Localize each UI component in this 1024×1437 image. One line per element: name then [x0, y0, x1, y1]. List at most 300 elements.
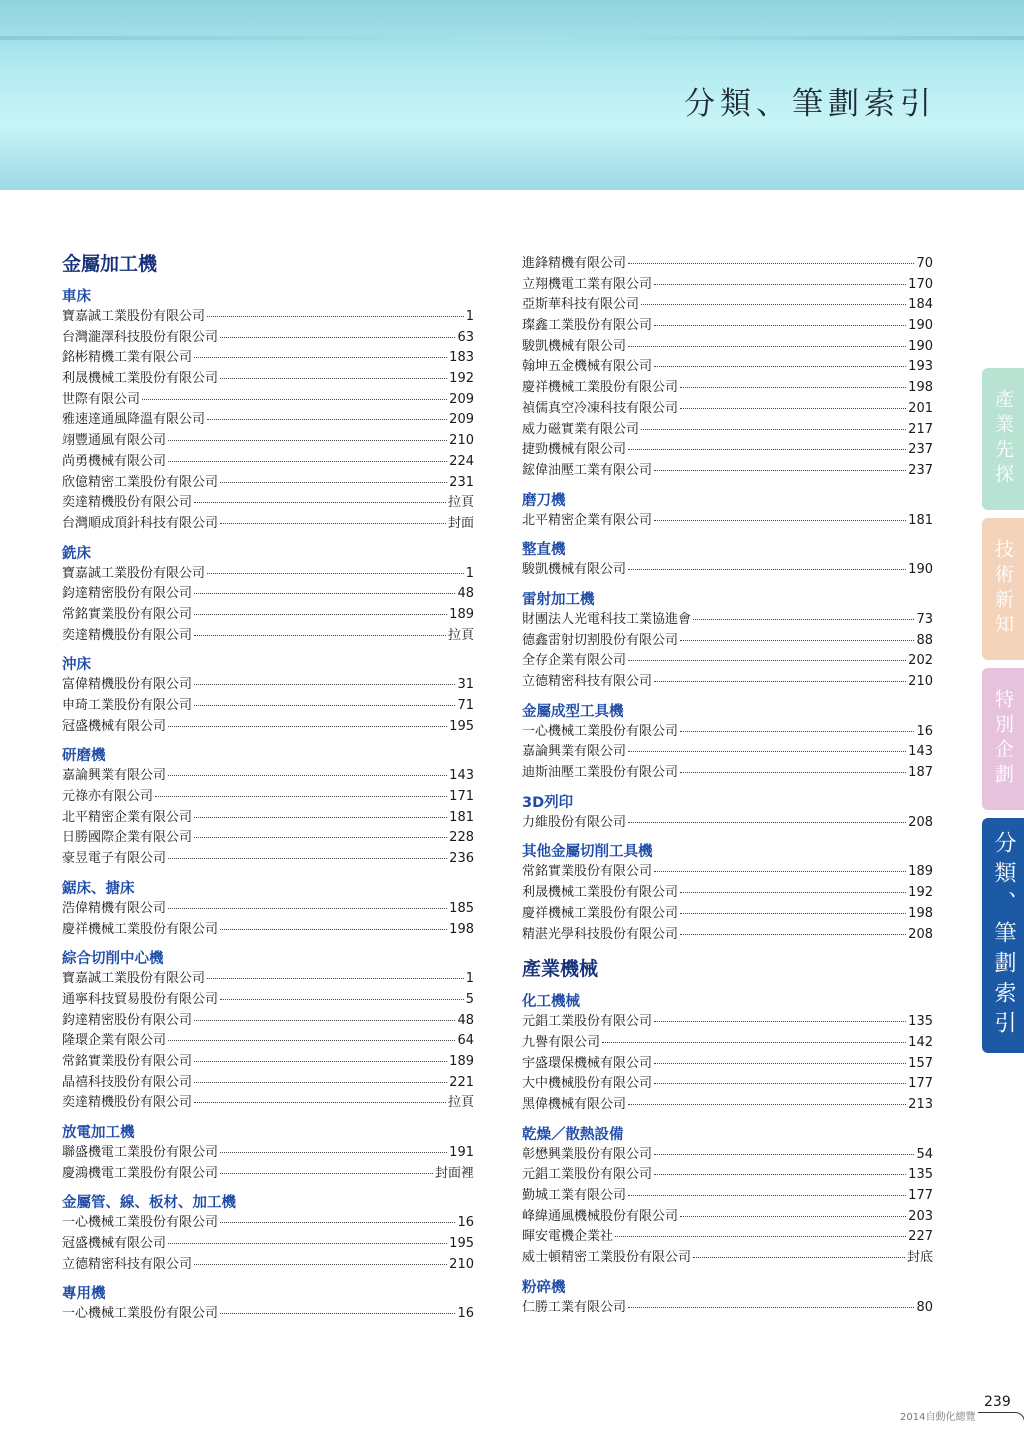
index-section: [62, 1124, 474, 1184]
page-ref: 64: [457, 1033, 474, 1049]
section-title: 3D列印: [522, 794, 574, 811]
index-section: [62, 1285, 474, 1325]
index-entry[interactable]: [62, 514, 474, 535]
index-entry[interactable]: [62, 849, 474, 870]
page-ref: 181: [908, 512, 933, 528]
page-ref: 170: [908, 276, 933, 292]
dot-leader: [168, 461, 447, 462]
index-entry[interactable]: [62, 1164, 474, 1185]
dot-leader: [654, 1154, 914, 1155]
dot-leader: [680, 1216, 906, 1217]
company-name: 亞斯華科技有限公司: [522, 297, 640, 313]
page-ref: 192: [908, 885, 933, 901]
index-entry[interactable]: [62, 696, 474, 717]
dot-leader: [194, 1061, 447, 1062]
page-ref: 63: [457, 329, 474, 345]
company-name: 世際有限公司: [62, 391, 141, 407]
continued-section: [522, 254, 933, 482]
index-entry[interactable]: [522, 440, 933, 461]
company-name: 冠盛機械有限公司: [62, 718, 167, 734]
page-ref: 201: [908, 400, 933, 416]
dot-leader: [628, 263, 914, 264]
company-name: 豪昱電子有限公司: [62, 851, 167, 867]
page-ref: 封底: [906, 1250, 933, 1266]
company-name: 寶嘉誠工業股份有限公司: [62, 309, 206, 324]
index-entry[interactable]: [522, 925, 933, 946]
index-entry[interactable]: [522, 420, 933, 441]
company-name: 鈞達精密股份有限公司: [62, 1012, 193, 1028]
company-name: 嘉論興業有限公司: [62, 768, 167, 784]
page-ref: 拉頁: [447, 495, 474, 511]
index-entry[interactable]: [62, 675, 474, 696]
index-entry[interactable]: [522, 399, 933, 420]
dot-leader: [628, 346, 906, 347]
index-entry[interactable]: [522, 1298, 933, 1319]
index-entry[interactable]: [62, 1234, 474, 1255]
page-ref: 213: [908, 1096, 933, 1112]
dot-leader: [680, 640, 914, 641]
dot-leader: [207, 316, 464, 317]
index-entry[interactable]: [62, 584, 474, 605]
page-ref: 71: [457, 698, 474, 713]
dot-leader: [654, 470, 906, 471]
index-entry[interactable]: [522, 1145, 933, 1166]
index-entry[interactable]: [62, 1052, 474, 1073]
company-name: 利晟機械工業股份有限公司: [522, 885, 679, 901]
tab-industry-preview[interactable]: 產業先探: [982, 368, 1024, 510]
dot-leader: [194, 1020, 455, 1021]
index-section: [62, 747, 474, 869]
company-name: 北平精密企業有限公司: [62, 809, 193, 825]
index-entry[interactable]: [62, 493, 474, 514]
page-ref: 183: [449, 350, 474, 366]
index-entry[interactable]: [62, 808, 474, 829]
index-entry[interactable]: [62, 564, 474, 585]
index-entry[interactable]: [522, 357, 933, 378]
header-banner: [0, 0, 1024, 190]
index-entry[interactable]: [522, 904, 933, 925]
company-name: 元祿亦有限公司: [62, 789, 154, 805]
company-name: 欣億精密工業股份有限公司: [62, 474, 219, 490]
index-entry[interactable]: [62, 1255, 474, 1276]
company-name: 峰緯通風機械股份有限公司: [522, 1208, 679, 1224]
index-entry[interactable]: [62, 473, 474, 494]
page-ref: 195: [449, 1236, 474, 1252]
company-name: 北平精密企業有限公司: [522, 512, 653, 528]
index-entry[interactable]: [62, 1304, 474, 1325]
index-entry[interactable]: [62, 899, 474, 920]
dot-leader: [693, 1257, 905, 1258]
index-entry[interactable]: [522, 1248, 933, 1269]
section-title: 粉碎機: [522, 1279, 566, 1296]
page-ref: 198: [908, 380, 933, 396]
section-title: 磨刀機: [522, 492, 566, 509]
index-entry[interactable]: [62, 1143, 474, 1164]
page-ref: 80: [916, 1299, 933, 1315]
page-ref: 5: [465, 991, 474, 1007]
company-name: 精湛光學科技股份有限公司: [522, 926, 679, 942]
page-ref: 185: [449, 900, 474, 916]
index-entry[interactable]: [522, 378, 933, 399]
index-entry[interactable]: [522, 610, 933, 631]
dot-leader: [168, 775, 447, 776]
page-ref: 157: [908, 1055, 933, 1071]
index-section: [522, 794, 933, 834]
dot-leader: [654, 681, 906, 682]
company-name: 銘彬精機工業有限公司: [62, 350, 193, 366]
page-ref: 198: [449, 921, 474, 937]
index-section: [62, 880, 474, 940]
page-ref: 190: [908, 338, 933, 354]
index-entry[interactable]: [522, 316, 933, 337]
section-title: 其他金屬切削工具機: [522, 844, 653, 861]
left-column: [62, 252, 474, 1335]
index-entry[interactable]: [62, 390, 474, 411]
page-ref: 48: [457, 586, 474, 602]
dot-leader: [220, 999, 464, 1000]
company-name: 寶嘉誠工業股份有限公司: [62, 971, 206, 987]
tab-tech-news[interactable]: 技術新知: [982, 518, 1024, 660]
page-ref: 1: [465, 309, 474, 324]
page-ref: 1: [465, 565, 474, 581]
dot-leader: [654, 1083, 906, 1084]
dot-leader: [194, 1264, 447, 1265]
company-name: 鈞達精密股份有限公司: [62, 586, 193, 602]
company-name: 台灣順成頂針科技有限公司: [62, 515, 219, 531]
company-name: 威士頓精密工業股份有限公司: [522, 1250, 692, 1266]
dot-leader: [220, 929, 447, 930]
dot-leader: [168, 858, 447, 859]
company-name: 常銘實業股份有限公司: [62, 1053, 193, 1069]
company-name: 雅速達通風降溫有限公司: [62, 412, 206, 428]
page-ref: 拉頁: [447, 627, 474, 643]
index-entry[interactable]: [522, 763, 933, 784]
page-ref: 177: [908, 1188, 933, 1203]
page-ref: 181: [449, 809, 474, 825]
index-entry[interactable]: [62, 1031, 474, 1052]
page-ref: 171: [449, 789, 474, 805]
index-entry[interactable]: [62, 787, 474, 808]
company-name: 璨鑫工業股份有限公司: [522, 318, 653, 334]
dot-leader: [194, 684, 455, 685]
page-ref: 227: [908, 1229, 933, 1245]
index-entry[interactable]: [522, 1074, 933, 1095]
company-name: 立德精密科技有限公司: [62, 1256, 193, 1272]
index-entry[interactable]: [522, 742, 933, 763]
index-section: [522, 843, 933, 945]
index-entry[interactable]: [522, 275, 933, 296]
page-ref: 217: [908, 421, 933, 437]
dot-leader: [207, 978, 464, 979]
dot-leader: [207, 419, 447, 420]
section-title: 專用機: [62, 1286, 106, 1303]
company-name: 駿凱機械有限公司: [522, 338, 627, 354]
index-entry[interactable]: [522, 862, 933, 883]
dot-leader: [194, 817, 447, 818]
index-entry[interactable]: [522, 254, 933, 275]
dot-leader: [194, 1082, 447, 1083]
company-name: 寶嘉誠工業股份有限公司: [62, 565, 206, 581]
index-entry[interactable]: [62, 990, 474, 1011]
dot-leader: [220, 482, 447, 483]
dot-leader: [654, 1174, 906, 1175]
company-name: 立翔機電工業有限公司: [522, 276, 653, 292]
index-section: [522, 541, 933, 581]
company-name: 駿凱機械有限公司: [522, 562, 627, 578]
company-name: 慶祥機械工業股份有限公司: [522, 905, 679, 921]
dot-leader: [155, 796, 447, 797]
dot-leader: [654, 520, 906, 521]
page-ref: 143: [908, 744, 933, 760]
page-ref: 16: [457, 1215, 474, 1231]
dot-leader: [654, 1021, 906, 1022]
index-entry[interactable]: [62, 328, 474, 349]
index-entry[interactable]: [62, 969, 474, 990]
index-entry[interactable]: [62, 626, 474, 647]
dot-leader: [628, 751, 906, 752]
index-section: [62, 288, 474, 535]
dot-leader: [194, 357, 447, 358]
index-entry[interactable]: [62, 1213, 474, 1234]
company-name: 彰懋興業股份有限公司: [522, 1146, 653, 1162]
index-section: [522, 492, 933, 532]
index-entry[interactable]: [522, 1033, 933, 1054]
index-entry[interactable]: [62, 605, 474, 626]
page-ref: 封面: [447, 515, 474, 531]
dot-leader: [168, 908, 447, 909]
company-name: 威力磁實業有限公司: [522, 421, 640, 437]
index-entry[interactable]: [62, 1093, 474, 1114]
index-entry[interactable]: [62, 1073, 474, 1094]
company-name: 冠盛機械有限公司: [62, 1236, 167, 1252]
index-entry[interactable]: [62, 431, 474, 452]
index-entry[interactable]: [522, 560, 933, 581]
section-title: 化工機械: [522, 994, 580, 1011]
page-ref: 54: [916, 1146, 933, 1162]
index-entry[interactable]: [62, 1011, 474, 1032]
index-entry[interactable]: [522, 1054, 933, 1075]
page-ref: 221: [449, 1074, 474, 1090]
dot-leader: [641, 304, 906, 305]
page-ref: 193: [908, 359, 933, 375]
page-ref: 208: [908, 814, 933, 830]
index-section: [62, 950, 474, 1114]
dot-leader: [680, 913, 906, 914]
dot-leader: [654, 366, 906, 367]
index-entry[interactable]: [522, 1095, 933, 1116]
dot-leader: [680, 772, 906, 773]
dot-leader: [654, 1063, 906, 1064]
page-ref: 88: [916, 632, 933, 648]
dot-leader: [207, 573, 464, 574]
company-name: 翰坤五金機械有限公司: [522, 359, 653, 375]
company-name: 仁勝工業有限公司: [522, 1299, 627, 1315]
dot-leader: [680, 892, 906, 893]
page-ref: 189: [449, 1053, 474, 1069]
page-ref: 189: [908, 864, 933, 880]
page-title: 分類、筆劃索引: [684, 86, 936, 122]
index-section: [62, 545, 474, 647]
dot-leader: [680, 408, 906, 409]
dot-leader: [628, 660, 906, 661]
index-entry[interactable]: [62, 369, 474, 390]
index-entry[interactable]: [62, 452, 474, 473]
company-name: 隆環企業有限公司: [62, 1033, 167, 1049]
page-ref: 237: [908, 462, 933, 478]
dot-leader: [602, 1042, 906, 1043]
dot-leader: [194, 1102, 446, 1103]
page-ref: 48: [457, 1012, 474, 1028]
section-title: 沖床: [62, 657, 91, 674]
page-ref: 236: [449, 851, 474, 867]
company-name: 力維股份有限公司: [522, 814, 627, 830]
index-entry[interactable]: [62, 348, 474, 369]
page-ref: 203: [908, 1208, 933, 1224]
section-title: 乾燥／散熱設備: [522, 1126, 624, 1143]
dot-leader: [628, 569, 906, 570]
dot-leader: [220, 523, 446, 524]
page-ref: 190: [908, 562, 933, 578]
dot-leader: [654, 325, 906, 326]
page-ref: 184: [908, 297, 933, 313]
index-section: [522, 993, 933, 1115]
company-name: 翊豐通風有限公司: [62, 433, 167, 449]
index-entry[interactable]: [522, 883, 933, 904]
page-ref: 31: [457, 677, 474, 693]
index-entry[interactable]: [522, 722, 933, 743]
section-title: 鋸床、搪床: [62, 880, 135, 897]
dot-leader: [168, 726, 447, 727]
index-section: [62, 656, 474, 737]
index-entry[interactable]: [62, 717, 474, 738]
index-entry[interactable]: [522, 1012, 933, 1033]
page-ref: 210: [449, 433, 474, 449]
company-name: 九譽有限公司: [522, 1034, 601, 1050]
company-name: 日勝國際企業有限公司: [62, 830, 193, 846]
dot-leader: [220, 1313, 455, 1314]
company-name: 慶祥機械工業股份有限公司: [62, 921, 219, 937]
company-name: 全存企業有限公司: [522, 653, 627, 669]
dot-leader: [220, 378, 447, 379]
right-column: [522, 254, 933, 1328]
company-name: 財團法人光電科技工業協進會: [522, 611, 692, 627]
index-section: [522, 1279, 933, 1319]
company-name: 慶祥機械工業股份有限公司: [522, 380, 679, 396]
company-name: 晶禧科技股份有限公司: [62, 1074, 193, 1090]
company-name: 慶鴻機電工業股份有限公司: [62, 1165, 219, 1181]
index-entry[interactable]: [522, 631, 933, 652]
company-name: 奕達精機股份有限公司: [62, 1095, 193, 1111]
page-number: 239: [984, 1394, 1011, 1410]
company-name: 嘉論興業有限公司: [522, 744, 627, 760]
tab-special-feature[interactable]: 特別企劃: [982, 668, 1024, 810]
index-entry[interactable]: [522, 511, 933, 532]
index-entry[interactable]: [522, 651, 933, 672]
company-name: 黑偉機械有限公司: [522, 1096, 627, 1112]
index-section: [522, 1126, 933, 1269]
page-ref: 135: [908, 1014, 933, 1030]
dot-leader: [194, 614, 447, 615]
dot-leader: [615, 1236, 906, 1237]
dot-leader: [628, 1307, 914, 1308]
page-ref: 208: [908, 926, 933, 942]
page-ref: 1: [465, 971, 474, 987]
company-name: 通寧科技貿易股份有限公司: [62, 991, 219, 1007]
index-entry[interactable]: [522, 1186, 933, 1207]
index-section: [522, 703, 933, 784]
page-ref: 202: [908, 653, 933, 669]
company-name: 利晟機械工業股份有限公司: [62, 371, 219, 387]
index-entry[interactable]: [62, 410, 474, 431]
dot-leader: [628, 1104, 906, 1105]
dot-leader: [168, 1243, 447, 1244]
section-title: 銑床: [62, 545, 91, 562]
page-ref: 231: [449, 474, 474, 490]
dot-leader: [220, 1173, 433, 1174]
page-ref: 224: [449, 453, 474, 469]
company-name: 大中機械股份有限公司: [522, 1076, 653, 1092]
index-entry[interactable]: [522, 1207, 933, 1228]
page-ref: 135: [908, 1167, 933, 1183]
page-ref: 73: [916, 611, 933, 627]
page-ref: 237: [908, 442, 933, 458]
index-entry[interactable]: [522, 461, 933, 482]
company-name: 元錩工業股份有限公司: [522, 1167, 653, 1183]
company-name: 元錩工業股份有限公司: [522, 1014, 653, 1030]
index-entry[interactable]: [62, 920, 474, 941]
page-ref: 拉頁: [447, 1095, 474, 1111]
dot-leader: [680, 934, 906, 935]
page-ref: 70: [916, 256, 933, 271]
company-name: 勤城工業有限公司: [522, 1188, 627, 1203]
page-ref: 228: [449, 830, 474, 846]
index-entry[interactable]: [62, 307, 474, 328]
index-entry[interactable]: [522, 1227, 933, 1248]
index-entry[interactable]: [522, 672, 933, 693]
index-entry[interactable]: [522, 813, 933, 834]
dot-leader: [628, 1195, 906, 1196]
page-ref: 198: [908, 905, 933, 921]
company-name: 浩偉精機有限公司: [62, 900, 167, 916]
dot-leader: [194, 593, 455, 594]
page-number-rule: [978, 1412, 1024, 1427]
page-ref: 210: [449, 1256, 474, 1272]
dot-leader: [168, 1040, 455, 1041]
page-ref: 封面裡: [434, 1165, 474, 1181]
section-title: 整直機: [522, 542, 566, 559]
tab-index[interactable]: 分類、筆劃索引: [982, 818, 1024, 1053]
index-entry[interactable]: [62, 766, 474, 787]
dot-leader: [628, 449, 906, 450]
dot-leader: [194, 502, 446, 503]
company-name: 一心機械工業股份有限公司: [522, 723, 679, 739]
dot-leader: [194, 635, 446, 636]
category-title: 金屬加工機: [62, 253, 158, 275]
index-entry[interactable]: [522, 337, 933, 358]
publication-name: 2014自動化總覽: [900, 1412, 976, 1423]
page-ref: 16: [457, 1306, 474, 1322]
page-ref: 191: [449, 1145, 474, 1160]
dot-leader: [220, 1222, 455, 1223]
index-entry[interactable]: [522, 1165, 933, 1186]
index-entry[interactable]: [522, 295, 933, 316]
section-title: 研磨機: [62, 748, 106, 765]
dot-leader: [680, 387, 906, 388]
dot-leader: [194, 705, 455, 706]
index-entry[interactable]: [62, 828, 474, 849]
company-name: 一心機械工業股份有限公司: [62, 1215, 219, 1231]
dot-leader: [194, 837, 447, 838]
